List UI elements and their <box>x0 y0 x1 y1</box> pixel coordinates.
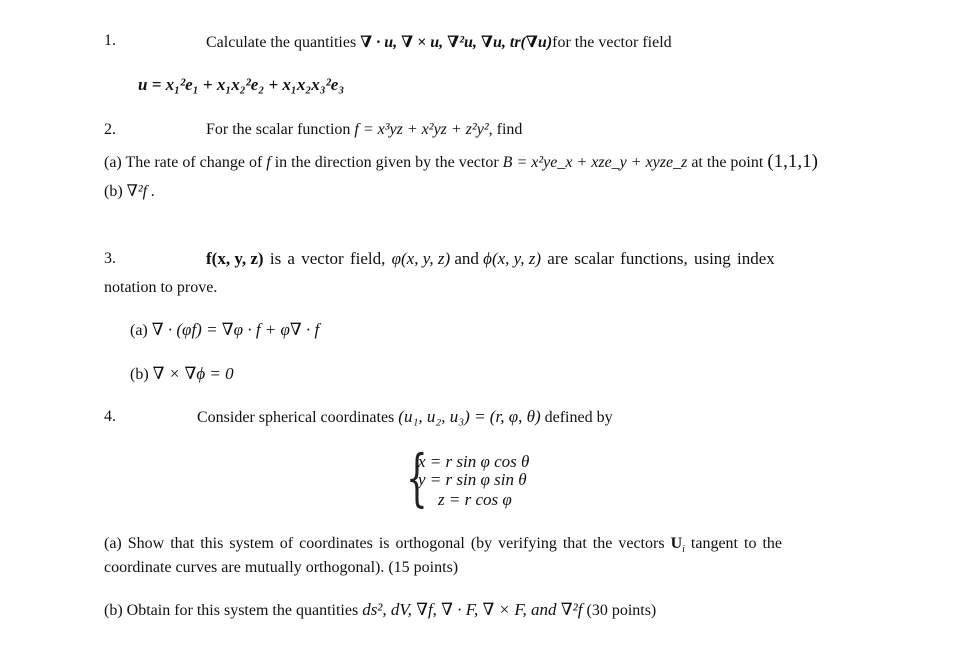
q4-eq3-text: z = r cos φ <box>438 490 512 509</box>
q3-number: 3. <box>104 250 116 267</box>
q4-eq1 <box>418 452 529 472</box>
q4-system-brace: { <box>406 441 428 514</box>
q4-part-b <box>104 600 656 620</box>
q4-part-a-after: tangent to the <box>684 535 782 552</box>
q4-part-b-expr: ds², dV, ∇f, ∇ · F, ∇ × F, and ∇²f <box>362 600 583 619</box>
q1-text-before: Calculate the quantities <box>206 34 361 51</box>
q2-part-a-f: f <box>266 154 271 171</box>
q3-line2: notation to prove. <box>104 279 218 296</box>
q3-part-a-label: (a) <box>130 322 148 339</box>
q4-part-a-before: (a) Show that this system of coordinates is orthogonal (by verifying that the vectors <box>104 535 671 552</box>
q3-phi1: φ(x, y, z) <box>391 249 451 268</box>
q4-eq1-text: x = r sin φ cos θ <box>418 452 530 471</box>
q4-part-b-before: (b) Obtain for this system the quantities <box>104 602 363 619</box>
q4-eq2-text: y = r sin φ sin θ <box>418 470 527 489</box>
q4-part-a-line1 <box>104 535 782 553</box>
q2-part-b-expr: ∇²f . <box>126 183 156 200</box>
q3-line1-mid: is a vector field, <box>263 249 392 268</box>
q2-intro <box>206 121 522 139</box>
q4-part-b-after: (30 points) <box>582 602 657 619</box>
q2-part-b <box>104 181 155 201</box>
q3-part-a <box>130 320 319 340</box>
q1-number: 1. <box>104 32 116 49</box>
q4-part-a-line2: coordinate curves are mutually orthogonal). (15 points) <box>104 559 459 576</box>
q3-and: and <box>450 249 484 268</box>
q2-part-b-label: (b) <box>104 183 123 200</box>
q3-line1 <box>206 249 775 269</box>
q3-vector-field: f(x, y, z) <box>206 249 264 268</box>
q4-intro-after: defined by <box>540 409 613 426</box>
q1-vector-field: u = x₁²e₁ + x₁x₂²e₂ + x₁x₂x₃²e₃ <box>138 75 345 94</box>
q2-number: 2. <box>104 121 116 138</box>
q2-intro-after: , find <box>488 121 523 138</box>
q2-intro-before: For the scalar function <box>206 121 355 138</box>
q1-quantities: ∇ · u, ∇ × u, ∇²u, ∇u, tr(∇u) <box>360 34 553 51</box>
q2-vector-b: B = x²ye_x + xze_y + xyze_z <box>502 154 688 171</box>
q2-part-a-mid: in the direction given by the vector <box>270 154 503 171</box>
q1-statement <box>206 32 672 52</box>
q4-intro-before: Consider spherical coordinates <box>197 409 399 426</box>
q1-text-after: for the vector field <box>552 34 672 51</box>
q3-part-b-label: (b) <box>130 366 149 383</box>
q2-part-a-before: (a) The rate of change of <box>104 154 267 171</box>
q4-part-a-vec: U <box>670 535 683 552</box>
q4-intro <box>197 407 613 427</box>
q4-part-a-sub: i <box>682 544 685 555</box>
q3-part-a-expr: ∇ · (φf) = ∇φ · f + φ∇ · f <box>151 320 320 339</box>
q4-number: 4. <box>104 408 116 425</box>
q3-phi2: ϕ(x, y, z) <box>483 249 542 268</box>
q2-part-a-after: at the point <box>691 154 764 171</box>
q2-part-a <box>104 151 818 173</box>
q2-point: (1,1,1) <box>767 151 818 172</box>
q3-part-b <box>130 364 234 384</box>
q3-line1-end: are scalar functions, using index <box>541 249 775 268</box>
q4-eq3 <box>438 490 512 510</box>
q3-part-b-expr: ∇ × ∇ϕ = 0 <box>152 364 234 383</box>
q4-eq2 <box>418 470 527 490</box>
q2-function: f = x³yz + x²yz + z²y² <box>354 121 489 138</box>
q4-coords: (u₁, u₂, u₃) = (r, φ, θ) <box>398 407 541 426</box>
